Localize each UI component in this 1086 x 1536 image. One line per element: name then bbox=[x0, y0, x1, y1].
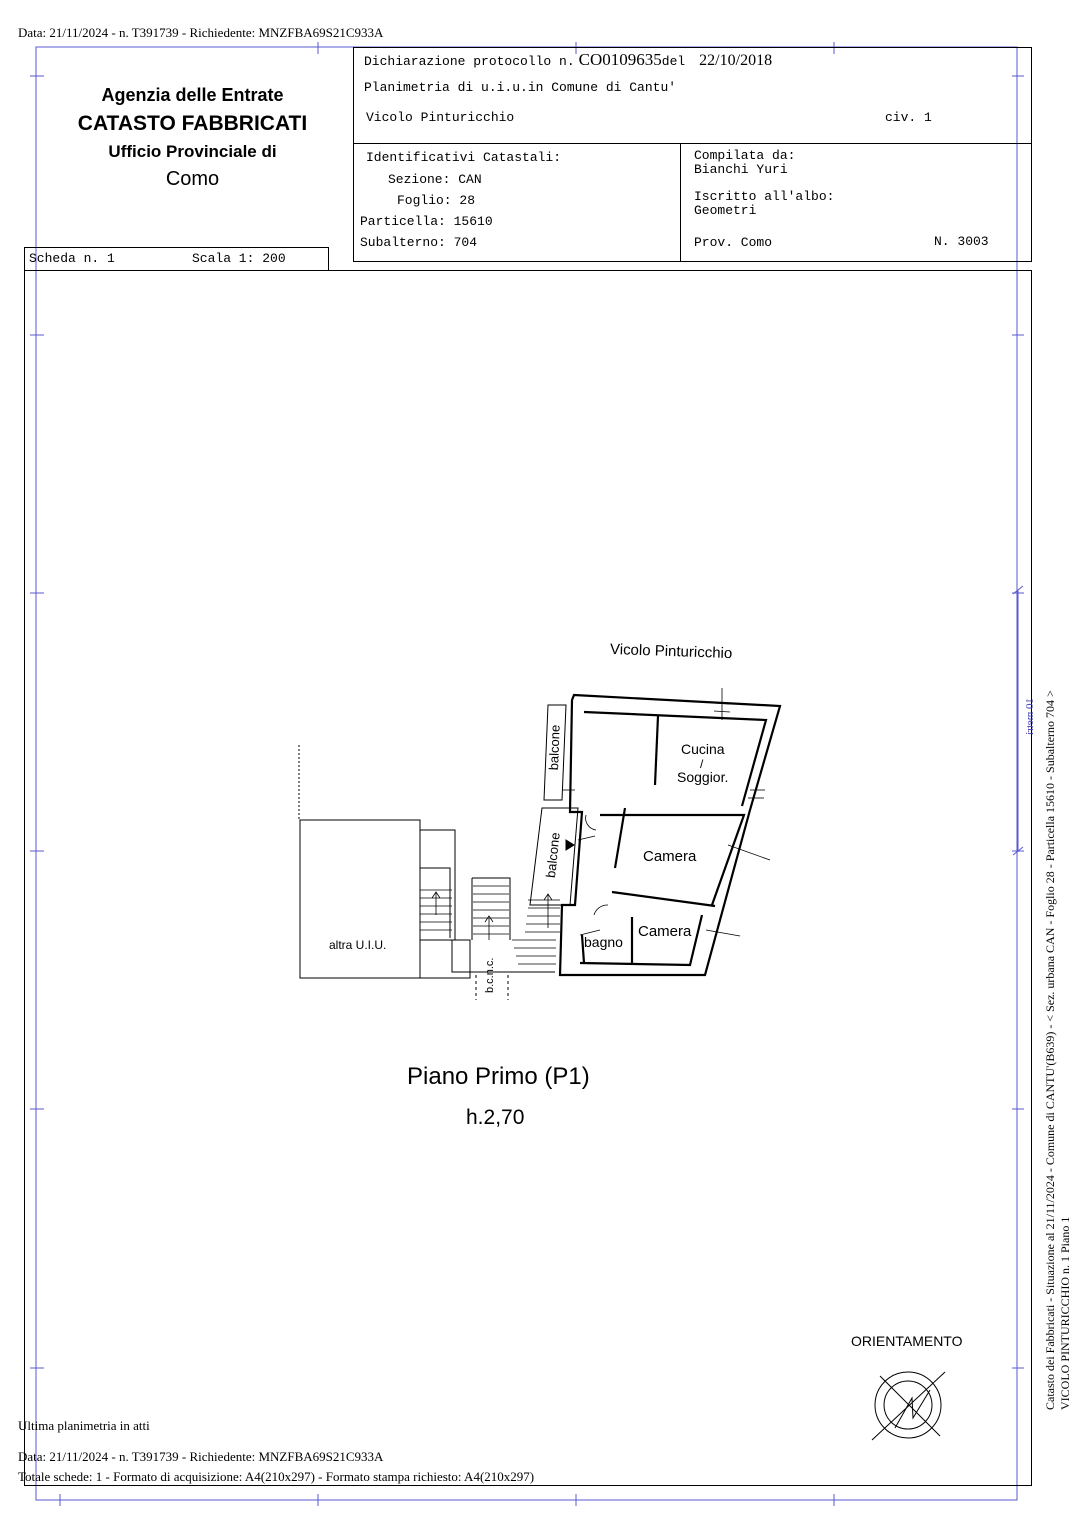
address-line: Vicolo Pinturicchio bbox=[366, 110, 515, 125]
orientation-label: ORIENTAMENTO bbox=[851, 1333, 963, 1349]
ufficio-city: Como bbox=[165, 168, 220, 190]
subalterno: Subalterno: 704 bbox=[360, 235, 478, 250]
side-metadata-line-1: Catasto dei Fabbricati - Situazione al 21/11/2024 - Comune di CANTU'(B639) - < Sez. urbana CAN - Foglio 28 - Particella 15610 - Subalterno 704 > bbox=[1043, 690, 1057, 1410]
planimetria-line: Planimetria di u.i.u.in Comune di Cantu' bbox=[364, 80, 677, 95]
footer-request-line: Data: 21/11/2024 - n. T391739 - Richiedente: MNZFBA69S21C933A bbox=[18, 1449, 384, 1464]
header-request-line: Data: 21/11/2024 - n. T391739 - Richiedente: MNZFBA69S21C933A bbox=[18, 25, 384, 40]
protocol-number: CO0109635 bbox=[578, 50, 662, 69]
street-label: Vicolo Pinturicchio bbox=[609, 640, 733, 663]
sezione: Sezione: CAN bbox=[388, 172, 482, 187]
civic-number: civ. 1 bbox=[885, 110, 932, 125]
ufficio-label: Ufficio Provinciale di bbox=[108, 142, 277, 161]
compass-icon bbox=[872, 1372, 945, 1440]
bcnc-label: b.c.n.c. bbox=[484, 957, 496, 993]
room-bagno: bagno bbox=[584, 934, 623, 950]
foglio: Foglio: 28 bbox=[397, 193, 476, 208]
albo-value: Geometri bbox=[694, 203, 757, 218]
side-metadata bbox=[1043, 690, 1073, 1410]
room-cucina: Cucina bbox=[681, 741, 725, 757]
albo-label: Iscritto all'albo: bbox=[694, 189, 835, 204]
balcone-label-1: balcone bbox=[546, 724, 563, 771]
room-camera-1: Camera bbox=[643, 848, 697, 865]
footer-format-line: Totale schede: 1 - Formato di acquisizione: A4(210x297) - Formato stampa richiesto: A4(210x297) bbox=[18, 1469, 535, 1484]
particella: Particella: 15610 bbox=[360, 214, 493, 229]
footer-last-plan: Ultima planimetria in atti bbox=[18, 1418, 150, 1433]
scale-bar-label: 10 metri bbox=[1024, 698, 1036, 735]
room-cucina-separator: / bbox=[700, 757, 704, 771]
altra-uiu-label: altra U.I.U. bbox=[329, 938, 387, 952]
floor-title: Piano Primo (P1) bbox=[407, 1063, 590, 1090]
side-metadata-line-2: VICOLO PINTURICCHIO n. 1 Piano 1 bbox=[1058, 1216, 1072, 1410]
room-soggiorno: Soggior. bbox=[677, 769, 729, 785]
catasto-title: CATASTO FABBRICATI bbox=[77, 112, 308, 135]
room-camera-2: Camera bbox=[638, 923, 692, 940]
del-label: del bbox=[661, 54, 686, 69]
identifiers-title: Identificativi Catastali: bbox=[366, 150, 562, 165]
compiler-label: Compilata da: bbox=[694, 148, 796, 163]
agency-name: Agenzia delle Entrate bbox=[101, 85, 284, 105]
scheda-number: Scheda n. 1 bbox=[29, 251, 115, 266]
compiler-name: Bianchi Yuri bbox=[694, 162, 788, 177]
declaration-date: 22/10/2018 bbox=[699, 52, 773, 69]
scale-label: Scala 1: 200 bbox=[192, 251, 286, 266]
province: Prov. Como bbox=[694, 235, 773, 250]
albo-number: N. 3003 bbox=[934, 234, 989, 249]
declaration-prefix: Dichiarazione protocollo n. bbox=[364, 54, 575, 69]
floor-height: h.2,70 bbox=[466, 1106, 525, 1129]
balcone-label-2: balcone bbox=[543, 831, 563, 879]
